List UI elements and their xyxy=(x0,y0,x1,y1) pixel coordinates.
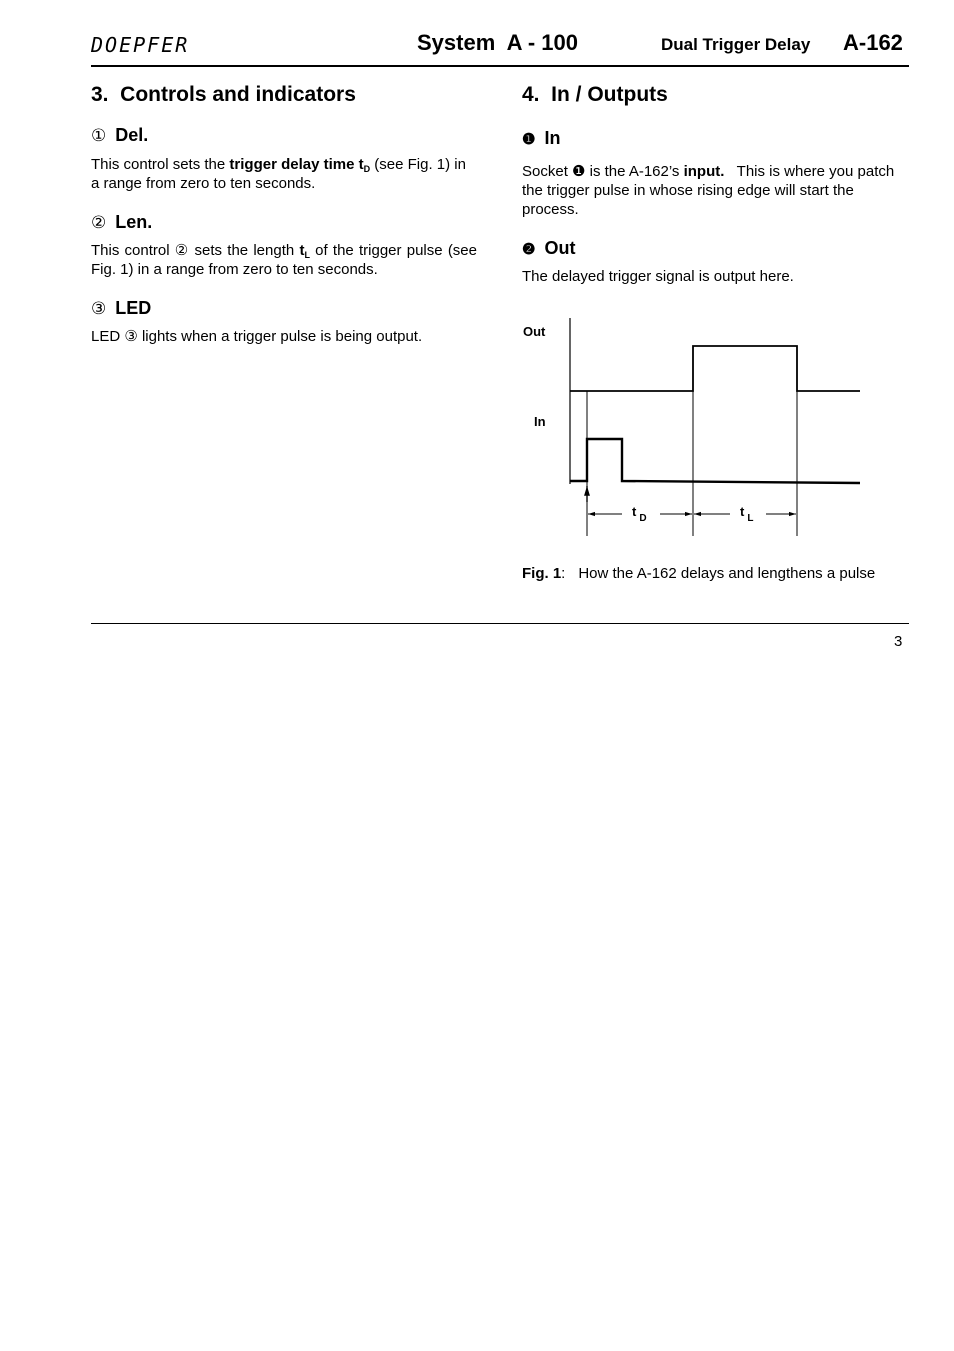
label-in: In xyxy=(534,414,546,429)
output-signal-trace xyxy=(570,346,860,391)
header-rule xyxy=(91,65,909,67)
section-title-controls: 3. Controls and indicators xyxy=(91,83,356,106)
del-description xyxy=(91,155,477,193)
del-text-bold: trigger delay time $t_D$ xyxy=(229,156,371,174)
control-number-1: ① xyxy=(91,126,107,145)
label-out: Out xyxy=(523,324,546,339)
control-number-3: ③ xyxy=(91,299,107,318)
figure-caption-label: Fig. 1 xyxy=(522,565,562,582)
td-label: t $_D$ xyxy=(632,504,647,524)
socket-number-2: ❷ xyxy=(522,241,536,258)
brand-logo: DOEPFER xyxy=(91,33,190,57)
heading-len-label: Len. xyxy=(115,212,153,232)
del-text-c: (see Fig. 1) in a range from zero to ten seconds. xyxy=(91,156,466,192)
len-text-bold: $t_L$ xyxy=(299,242,310,260)
len-text-c: of the trigger pulse (see Fig. 1) in a range from zero to ten seconds. xyxy=(91,242,477,278)
page-number: 3 xyxy=(894,633,903,650)
socket-number-1: ❶ xyxy=(522,131,536,148)
heading-led-label: LED xyxy=(115,298,152,318)
heading-del xyxy=(91,125,148,146)
figure-caption-text: How the A-162 delays and lengthens a pulse xyxy=(578,565,876,582)
heading-del-label: Del. xyxy=(115,125,149,145)
system-title: System A - 100 xyxy=(417,30,579,55)
led-description: LED ③ lights when a trigger pulse is being output. xyxy=(91,328,423,345)
len-text-sub: L xyxy=(304,250,310,260)
footer-rule xyxy=(91,623,909,624)
module-code: A-162 xyxy=(843,30,903,55)
in-description xyxy=(522,162,908,219)
section-title-inouts: 4. In / Outputs xyxy=(522,83,668,106)
del-text-a: This control sets the xyxy=(91,156,230,173)
in-text-bold: input. xyxy=(683,163,725,180)
heading-out-label: Out xyxy=(544,238,576,258)
len-description xyxy=(91,241,477,279)
in-text-a: Socket ❶ is the A-162’s xyxy=(522,163,684,180)
module-name: Dual Trigger Delay xyxy=(661,35,811,54)
in-text-c: This is where you patch the trigger pulse in whose rising edge will start the process. xyxy=(522,163,899,218)
len-text-a: This control ② sets the length xyxy=(91,242,300,259)
heading-len xyxy=(91,212,152,233)
timing-diagram xyxy=(500,300,880,550)
heading-led xyxy=(91,298,151,319)
control-number-2: ② xyxy=(91,213,107,232)
out-description: The delayed trigger signal is output here. xyxy=(522,268,794,285)
del-text-sub: D xyxy=(363,164,371,174)
heading-in-label: In xyxy=(544,128,561,148)
heading-in xyxy=(522,128,560,149)
figure-caption: Fig. 1: How the A-162 delays and lengthens a pulse xyxy=(522,565,876,582)
heading-out xyxy=(522,238,575,259)
tl-label: t $_L$ xyxy=(740,504,754,524)
input-signal-trace xyxy=(570,439,860,483)
